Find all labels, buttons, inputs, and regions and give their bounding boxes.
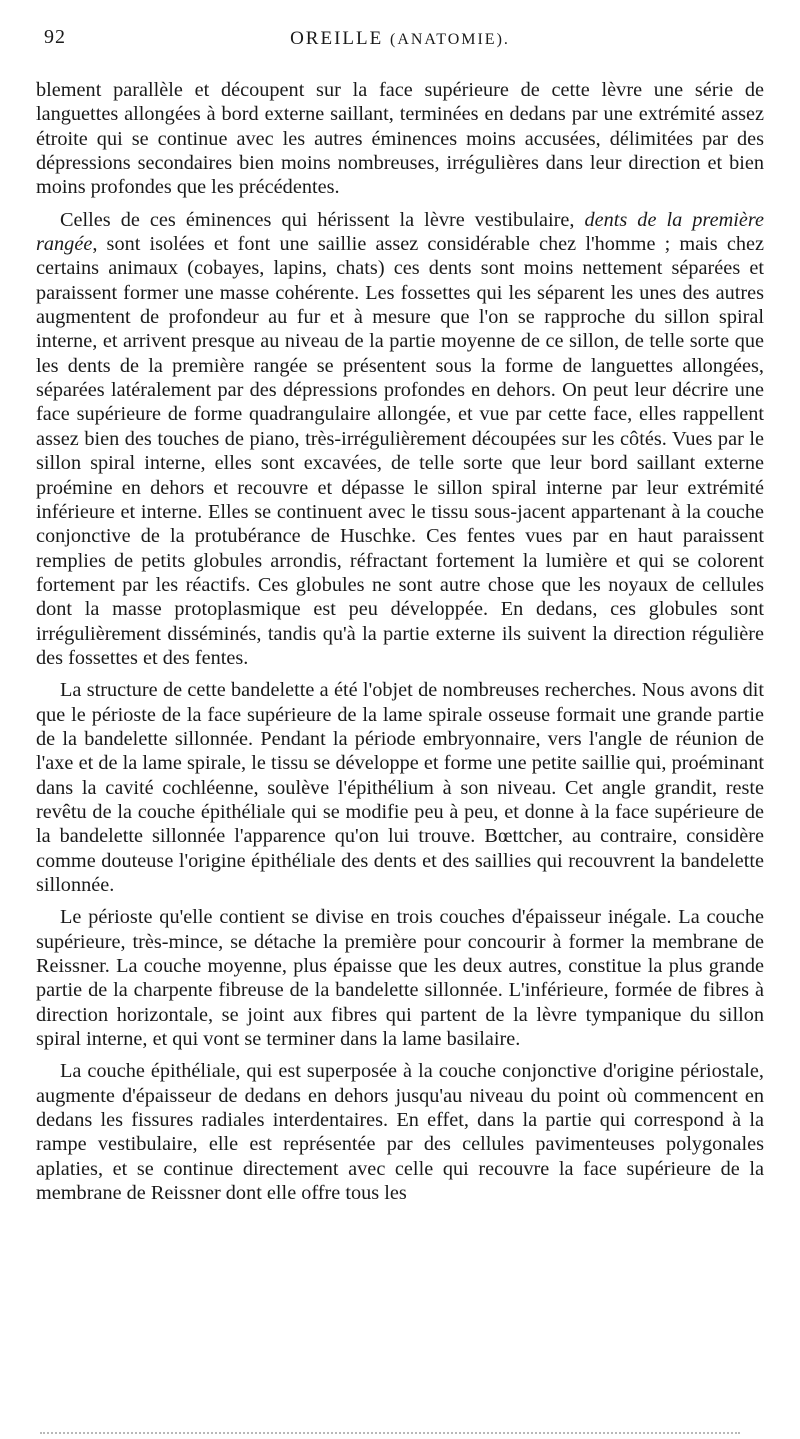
paragraph-perioste: Le périoste qu'elle contient se divise en trois couches d'épaisseur inégale. La couche supérieure, très-mince, se détache la première pour concourir à former la membrane de Reissner. La couche moyenne, plus épaisse que les deux autres, constitue la plus grande partie de la charpente fibreuse de la bandelette sillonnée. L'inférieure, formée de fibres à direction horizontale, se joint aux fibres qui partent de la lèvre tympanique du sillon spiral interne, et qui vont se terminer dans la lame basilaire. (36, 906, 764, 1051)
page-header (36, 26, 764, 60)
running-title (36, 28, 764, 50)
page-number: 92 (44, 26, 66, 48)
body-text (36, 78, 764, 1205)
paragraph-continued: blement parallèle et découpent sur la face supérieure de cette lèvre une série de languettes allongées à bord externe saillant, terminées en dedans par une extrémité assez étroite qui se continue avec les autres éminences moins accusées, délimitées par des dépressions secondaires bien moins nombreuses, irrégulières dans leur direction et bien moins profondes que les précédentes. (36, 79, 764, 199)
running-title-subtitle: (ANATOMIE). (389, 31, 510, 48)
paragraph-dents-premiere-rangee (36, 208, 764, 671)
running-title-main: OREILLE (290, 28, 384, 49)
paragraph-lead-text: Celles de ces éminences qui hérissent la lèvre vestibulaire, (60, 208, 575, 231)
paragraph-rest-text: , sont isolées et font une saillie assez considérable chez l'homme ; mais chez certains animaux (cobayes, lapins, chats) ces dents sont moins nettement séparées et paraissent former une masse cohérente. Les fossettes qui les séparent les unes des autres augmentent de profondeur au fur et à mesure que l'on se rapproche du sillon spiral interne, et arrivent presque au niveau de la partie moyenne de ce sillon, de telle sorte que les dents de la première rangée se présentent sous la forme de languettes allongées, séparées latéralement par des dépressions profondes en dehors. On peut leur décrire une face supérieure de forme quadrangulaire allongée, et vue par cette face, elles rappellent assez bien des touches de piano, très-irrégulièrement découpées sur les côtés. Vues par le sillon spiral interne, elles sont excavées, de telle sorte que leur bord saillant externe proémine en dehors et recouvre et dépasse le sillon spiral interne par leur extrémité inférieure et interne. Elles se continuent avec le tissu sous-jacent appartenant à la couche conjonctive de la protubérance de Huschke. Ces fentes vues par en haut paraissent remplies de petits globules arrondis, réfractant fortement la lumière et qui se colorent fortement par les réactifs. Ces globules ne sont autre chose que les noyaux de cellules dont la masse protoplasmique est peu développée. En dedans, ces globules sont irrégulièrement disséminés, tandis qu'à la partie externe ils suivent la direction régulière des fossettes et des fentes. (36, 233, 764, 669)
paragraph-couche-epitheliale: La couche épithéliale, qui est superposée à la couche conjonctive d'origine périostale, augmente d'épaisseur de dedans en dehors jusqu'au niveau du point où commencent en dedans les fissures radiales interdentaires. En effet, dans la partie qui correspond à la rampe vestibulaire, elle est représentée par des cellules pavimenteuses polygonales aplaties, et se continue directement avec celle qui recouvre la face supérieure de la membrane de Reissner dont elle offre tous les (36, 1060, 764, 1205)
footer-rule (40, 1432, 740, 1434)
italic-term: dents de la première rangée (36, 208, 764, 256)
paragraph-structure: La structure de cette bandelette a été l'objet de nombreuses recherches. Nous avons dit que le périoste de la face supérieure de la lame spirale osseuse formait une grande partie de la bandelette sillonnée. Pendant la période embryonnaire, vers l'angle de réunion de l'axe et de la lame spirale, le tissu se développe et forme une petite saillie qui, proéminant dans la cavité cochléenne, soulève l'épithélium à son niveau. Cet angle grandit, reste revêtu de la couche épithéliale qui se modifie peu à peu, et donne à la face supérieure de la bandelette sillonnée l'apparence qu'on lui trouve. Bœttcher, au contraire, considère comme douteuse l'origine épithéliale des dents et des saillies qui recouvrent la bandelette sillonnée. (36, 679, 764, 896)
